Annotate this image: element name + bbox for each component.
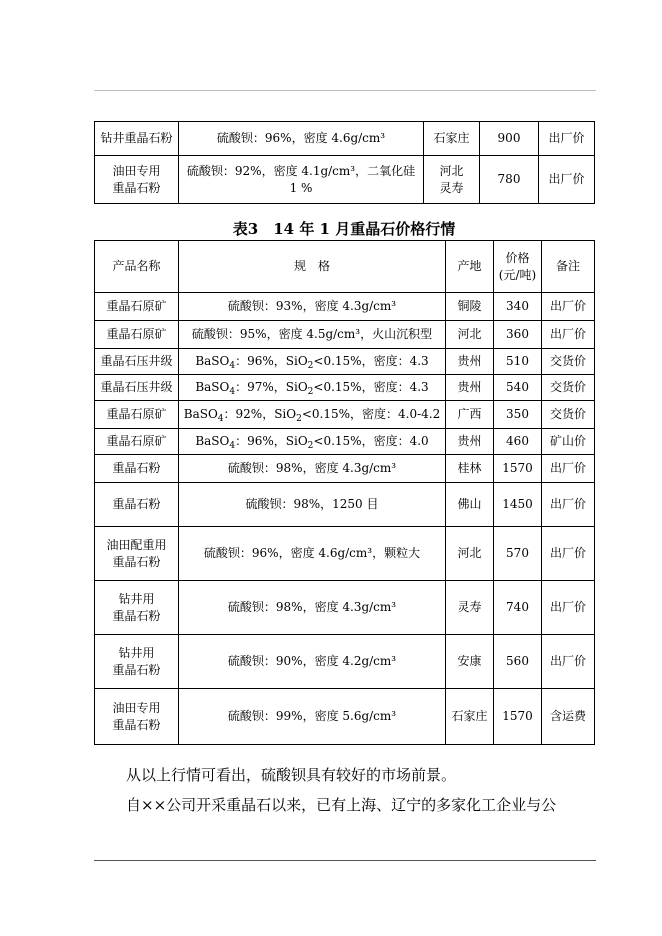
- cell-note: 出厂价: [542, 483, 595, 527]
- cell-note: 出厂价: [542, 321, 595, 349]
- cell-price: 560: [494, 635, 542, 689]
- header-price: 价格 (元/吨): [494, 241, 542, 293]
- cell-price: 360: [494, 321, 542, 349]
- cell-price: 1570: [494, 455, 542, 483]
- cell-origin: 石家庄: [446, 689, 494, 745]
- cell-origin: 石家庄: [424, 122, 480, 156]
- spec-text: <0.15%，密度：4.0: [313, 434, 429, 448]
- cell-product: 重晶石粉: [95, 455, 179, 483]
- footer-rule: [94, 860, 596, 861]
- cell-spec: 硫酸钡：98%，密度 4.3g/cm³: [179, 581, 446, 635]
- cell-origin: 佛山: [446, 483, 494, 527]
- table-row: [95, 293, 595, 321]
- cell-origin: 灵寿: [446, 581, 494, 635]
- spec-text: <0.15%，密度：4.3: [313, 354, 429, 368]
- table-3-body: [95, 293, 595, 745]
- table-row: [95, 455, 595, 483]
- cell-product: 重晶石原矿: [95, 401, 179, 429]
- cell-spec: [179, 349, 446, 375]
- cell-spec: 硫酸钡：92%，密度 4.1g/cm³，二氧化硅 1 %: [179, 156, 424, 204]
- cell-origin: 贵州: [446, 349, 494, 375]
- table-3: [94, 240, 595, 745]
- cell-note: 出厂价: [542, 581, 595, 635]
- subscript: 4: [229, 387, 236, 397]
- cell-spec: 硫酸钡：96%，密度 4.6g/cm³，颗粒大: [179, 527, 446, 581]
- subscript: 4: [229, 441, 236, 451]
- subscript: 2: [307, 387, 314, 397]
- cell-note: 出厂价: [539, 156, 595, 204]
- cell-price: 1450: [494, 483, 542, 527]
- cell-origin: 贵州: [446, 375, 494, 401]
- table-row: [95, 581, 595, 635]
- cell-product: 油田配重用 重晶石粉: [95, 527, 179, 581]
- cell-product: 钻井重晶石粉: [95, 122, 179, 156]
- cell-note: 出厂价: [542, 635, 595, 689]
- spec-text: BaSO: [195, 380, 230, 394]
- cell-price: 460: [494, 429, 542, 455]
- cell-note: 出厂价: [542, 527, 595, 581]
- cell-note: 交货价: [542, 401, 595, 429]
- header-rule: [94, 90, 596, 91]
- cell-price: 540: [494, 375, 542, 401]
- cell-price: 1570: [494, 689, 542, 745]
- subscript: 2: [307, 361, 314, 371]
- cell-product: 油田专用 重晶石粉: [95, 689, 179, 745]
- cell-origin: 广西: [446, 401, 494, 429]
- cell-price: 570: [494, 527, 542, 581]
- cell-product: 重晶石压井级: [95, 375, 179, 401]
- subscript: 2: [307, 441, 314, 451]
- table-row: [95, 527, 595, 581]
- table-row: [95, 349, 595, 375]
- table-row: [95, 321, 595, 349]
- cell-price: 740: [494, 581, 542, 635]
- spec-text: <0.15%，密度：4.0-4.2: [301, 407, 441, 421]
- cell-spec: 硫酸钡：93%，密度 4.3g/cm³: [179, 293, 446, 321]
- cell-origin: 桂林: [446, 455, 494, 483]
- cell-price: 900: [480, 122, 539, 156]
- cell-product: 钻井用 重晶石粉: [95, 635, 179, 689]
- cell-origin: 贵州: [446, 429, 494, 455]
- table-row: [95, 689, 595, 745]
- subscript: 2: [296, 414, 302, 424]
- subscript: 4: [229, 361, 236, 371]
- cell-spec: [179, 401, 446, 429]
- cell-price: 340: [494, 293, 542, 321]
- header-product: 产品名称: [95, 241, 179, 293]
- spec-text: <0.15%，密度：4.3: [313, 380, 429, 394]
- spec-text: ：92%，SiO: [223, 407, 297, 421]
- cell-note: 含运费: [542, 689, 595, 745]
- cell-product: 重晶石原矿: [95, 429, 179, 455]
- cell-note: 交货价: [542, 375, 595, 401]
- cell-spec: 硫酸钡：98%，1250 目: [179, 483, 446, 527]
- spec-text: BaSO: [183, 407, 218, 421]
- cell-product: 重晶石粉: [95, 483, 179, 527]
- cell-spec: 硫酸钡：98%，密度 4.3g/cm³: [179, 455, 446, 483]
- cell-spec: 硫酸钡：90%，密度 4.2g/cm³: [179, 635, 446, 689]
- cell-origin: 河北: [446, 527, 494, 581]
- cell-spec: 硫酸钡：96%，密度 4.6g/cm³: [179, 122, 424, 156]
- cell-spec: 硫酸钡：99%，密度 5.6g/cm³: [179, 689, 446, 745]
- spec-text: ：96%，SiO: [235, 434, 308, 448]
- spec-text: BaSO: [195, 434, 230, 448]
- cell-spec: [179, 375, 446, 401]
- header-origin: 产地: [446, 241, 494, 293]
- table-row: [95, 635, 595, 689]
- table-row: [95, 483, 595, 527]
- cell-note: 交货价: [542, 349, 595, 375]
- table-row: [95, 375, 595, 401]
- cell-spec: [179, 429, 446, 455]
- table-caption: 表3 14 年 1 月重晶石价格行情: [232, 220, 456, 238]
- cell-origin: 安康: [446, 635, 494, 689]
- table-row: [95, 401, 595, 429]
- cell-product: 油田专用 重晶石粉: [95, 156, 179, 204]
- cell-origin: 河北 灵寿: [424, 156, 480, 204]
- cell-note: 出厂价: [542, 455, 595, 483]
- cell-origin: 河北: [446, 321, 494, 349]
- cell-origin: 铜陵: [446, 293, 494, 321]
- header-note: 备注: [542, 241, 595, 293]
- spec-text: ：97%，SiO: [235, 380, 308, 394]
- cell-note: 矿山价: [542, 429, 595, 455]
- header-spec: 规 格: [179, 241, 446, 293]
- cell-note: 出厂价: [539, 122, 595, 156]
- paragraph-2: 自××公司开采重晶石以来，已有上海、辽宁的多家化工企业与公: [126, 796, 557, 814]
- subscript: 4: [217, 414, 224, 424]
- cell-product: 重晶石原矿: [95, 321, 179, 349]
- paragraph-1: 从以上行情可看出，硫酸钡具有较好的市场前景。: [126, 766, 457, 784]
- cell-product: 钻井用 重晶石粉: [95, 581, 179, 635]
- cell-price: 780: [480, 156, 539, 204]
- table-row: [95, 429, 595, 455]
- table-row: [95, 156, 595, 204]
- table-row: [95, 122, 595, 156]
- cell-price: 510: [494, 349, 542, 375]
- table-continued: [94, 121, 595, 204]
- cell-spec: 硫酸钡：95%，密度 4.5g/cm³，火山沉积型: [179, 321, 446, 349]
- spec-text: ：96%，SiO: [235, 354, 308, 368]
- cell-price: 350: [494, 401, 542, 429]
- table-header-row: [95, 241, 595, 293]
- cell-note: 出厂价: [542, 293, 595, 321]
- spec-text: BaSO: [195, 354, 230, 368]
- cell-product: 重晶石原矿: [95, 293, 179, 321]
- cell-product: 重晶石压井级: [95, 349, 179, 375]
